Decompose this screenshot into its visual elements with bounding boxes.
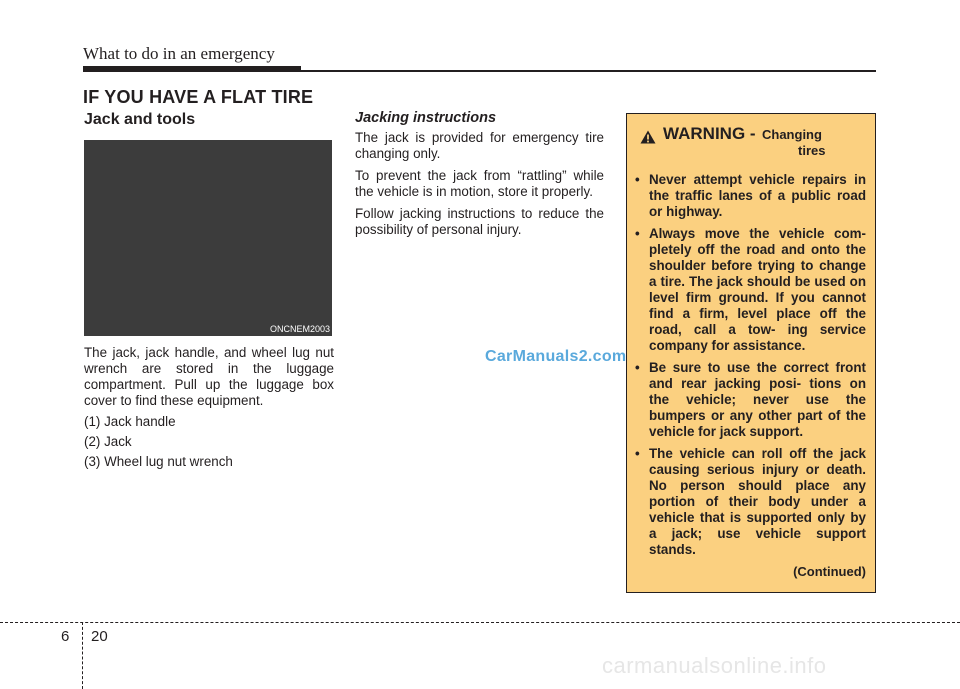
- warning-header: [635, 122, 866, 162]
- jack-tools-description: The jack, jack handle, and wheel lug nut wrench are stored in the luggage compartment. Pull up the luggage box cover to find these equipment.: [84, 345, 334, 408]
- bullet-icon: •: [635, 360, 640, 375]
- warning-item-text: The vehicle can roll off the jack causing serious injury or death. No person should place any portion of their body under a vehicle that is supported only by a jack; use vehicle support stands.: [649, 446, 866, 557]
- jacking-heading: Jacking instructions: [355, 110, 497, 126]
- warning-item-text: Never attempt vehicle repairs in the traffic lanes of a public road or highway.: [649, 172, 866, 219]
- jacking-paragraph: To prevent the jack from “rattling” while the vehicle is in motion, store it properly.: [355, 168, 604, 199]
- warning-item: [635, 446, 866, 558]
- footer-divider: [0, 622, 960, 623]
- header-title: What to do in an emergency: [83, 44, 275, 63]
- bullet-icon: •: [635, 446, 640, 461]
- warning-item: [635, 226, 866, 354]
- warning-triangle-icon: [640, 130, 656, 144]
- chapter-number: 6: [61, 628, 70, 645]
- warning-box: [626, 113, 876, 593]
- jacking-instructions: [355, 110, 604, 244]
- tools-list-item: (3) Wheel lug nut wrench: [84, 454, 233, 469]
- warning-item-text: Be sure to use the correct front and rear jacking posi- tions on the vehicle; never use the bumpers or any other part of the vehicle for jack support.: [649, 360, 866, 439]
- section-title: IF YOU HAVE A FLAT TIRE: [83, 87, 314, 107]
- photo-caption: ONCNEM2003: [269, 324, 330, 334]
- warning-item-text: Always move the vehicle com- pletely off the road and onto the shoulder before trying to change a tire. The jack should be used on level firm ground. If you cannot find a firm, level place off the road, call a tow- ing service company for assistance.: [649, 226, 866, 353]
- site-watermark: carmanualsonline.info: [602, 653, 827, 678]
- jack-tools-heading: Jack and tools: [84, 111, 196, 128]
- watermark: CarManuals2.com: [485, 348, 627, 365]
- jacking-paragraph: The jack is provided for emergency tire changing only.: [355, 130, 604, 161]
- bullet-icon: •: [635, 172, 640, 187]
- page-number: 20: [91, 628, 108, 645]
- tools-list: [84, 414, 334, 474]
- footer-vertical-divider: [82, 622, 83, 689]
- header-underline-thin: [83, 70, 876, 72]
- warning-item: [635, 172, 866, 220]
- jack-tools-photo: [84, 140, 332, 336]
- header-underline: [83, 66, 876, 73]
- warning-item: [635, 360, 866, 440]
- warning-label: WARNING -: [663, 124, 756, 143]
- warning-list: [635, 172, 866, 558]
- tools-list-item: (2) Jack: [84, 434, 132, 449]
- bullet-icon: •: [635, 226, 640, 241]
- warning-subject-line1: Changing: [762, 127, 822, 142]
- warning-subject-line2: tires: [798, 143, 826, 158]
- warning-subject: [762, 127, 857, 159]
- tools-list-item: (1) Jack handle: [84, 414, 176, 429]
- jacking-paragraph: Follow jacking instructions to reduce the possibility of personal injury.: [355, 206, 604, 237]
- warning-continued: (Continued): [793, 564, 866, 579]
